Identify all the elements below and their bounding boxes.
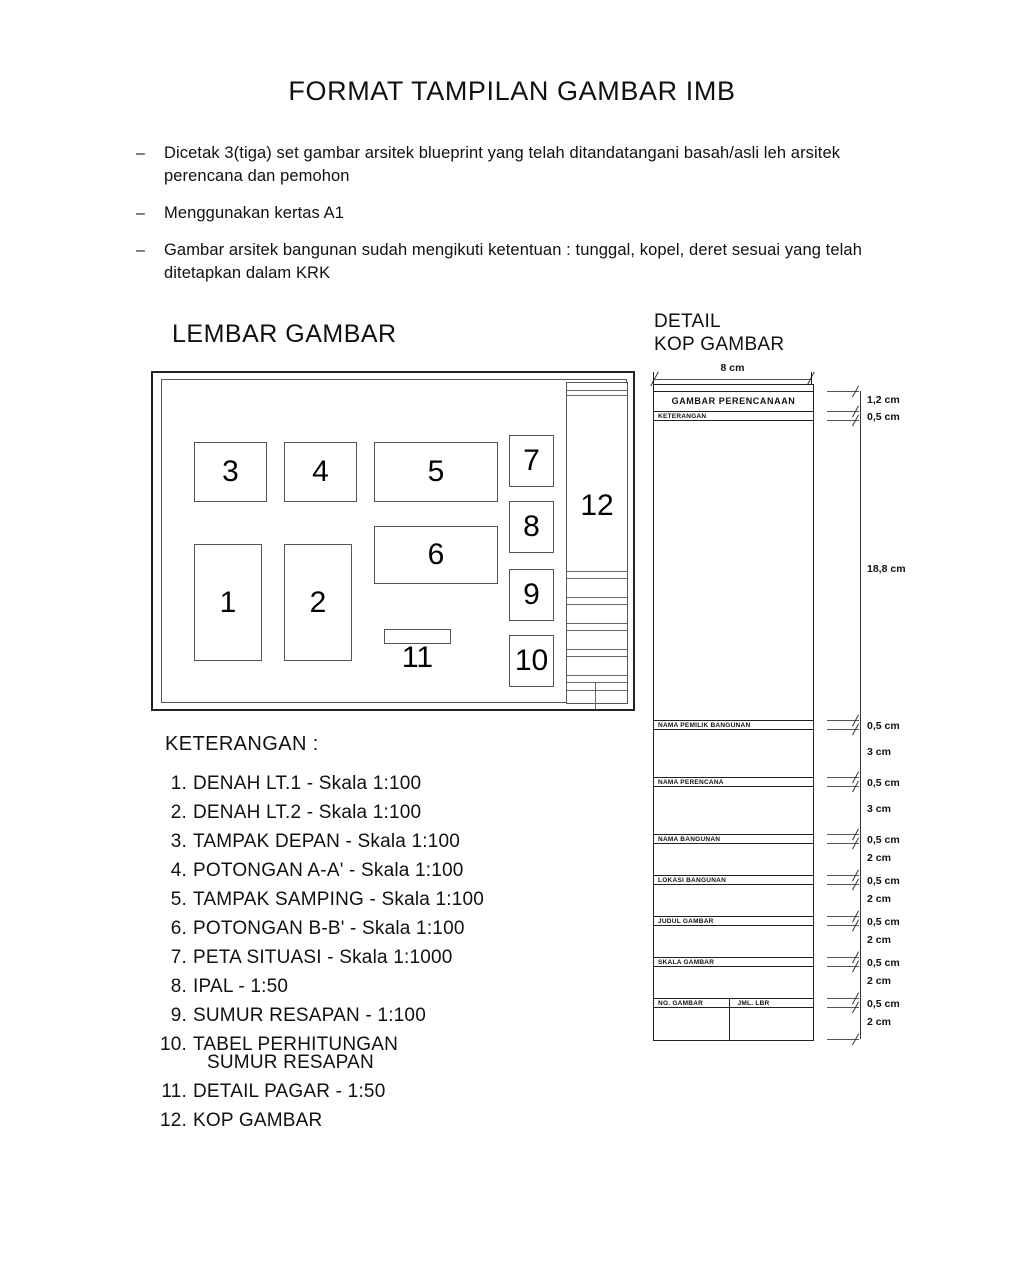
detail-kop-gambar-heading (654, 310, 784, 356)
kop-dimension-label: 2 cm (867, 1016, 891, 1028)
sheet-panel-label: 1 (219, 585, 237, 619)
kop-row-label-jml-lbr: JML. LBR (737, 1000, 770, 1007)
sheet-panel-label: 7 (523, 444, 540, 477)
sheet-panel-12-row (567, 675, 627, 682)
kop-row-no-gambar-jml-lbr (654, 999, 813, 1008)
kop-dimension-row (827, 916, 987, 928)
sheet-panel-2 (284, 544, 352, 661)
list-item (155, 1035, 595, 1073)
sheet-panel-label: 12 (580, 489, 614, 522)
kop-dimension-label: 2 cm (867, 975, 891, 987)
kop-row-label-no-gambar: NO. GAMBAR (658, 1000, 704, 1007)
kop-dimension-label: 0,5 cm (867, 777, 900, 789)
kop-row-judul-gambar (654, 917, 813, 926)
kop-row-gambar-perencanaan (654, 392, 813, 412)
kop-row-skala-gambar (654, 958, 813, 967)
kop-dimension-label: 2 cm (867, 934, 891, 946)
list-item-label: SUMUR RESAPAN - 1:100 (193, 1005, 426, 1026)
kop-width-dimension-label: 8 cm (720, 362, 745, 374)
list-item-label-line2: SUMUR RESAPAN (207, 1052, 374, 1073)
keterangan-heading: KETERANGAN : (165, 733, 319, 755)
kop-dimension-label: 3 cm (867, 746, 891, 758)
list-item-label: IPAL - 1:50 (193, 976, 289, 997)
kop-row-separator (729, 1008, 730, 1040)
kop-dimension-label: 0,5 cm (867, 957, 900, 969)
sheet-panel-1 (194, 544, 262, 661)
sheet-panel-12-row (567, 656, 627, 675)
list-item (155, 890, 595, 910)
sheet-panel-12-row (567, 623, 627, 630)
kop-row-nama-bangunan (654, 835, 813, 844)
sheet-panel-label: 6 (427, 538, 445, 571)
list-item (155, 774, 595, 794)
sheet-panel-4 (284, 442, 357, 502)
list-item-label (193, 1035, 595, 1073)
bullet-dash-icon: – (136, 242, 145, 259)
kop-row-label: GAMBAR PERENCANAAN (671, 396, 796, 406)
kop-row-lokasi-bangunan-body (654, 885, 813, 917)
list-item-number: 3. (170, 831, 187, 852)
kop-dimension-label: 2 cm (867, 852, 891, 864)
kop-dimension-row (827, 777, 987, 789)
bullet-text: Menggunakan kertas A1 (164, 204, 345, 222)
kop-row-lokasi-bangunan (654, 876, 813, 885)
kop-row-nama-perencana (654, 778, 813, 787)
kop-dimension-row (827, 420, 987, 720)
lembar-gambar-heading: LEMBAR GAMBAR (172, 320, 397, 348)
sheet-panel-12-split-line (567, 690, 627, 691)
list-item (155, 861, 595, 881)
list-item-label: KOP GAMBAR (193, 1110, 323, 1131)
sheet-panel-12-row (567, 604, 627, 623)
drawing-sheet-inner-border (161, 379, 627, 703)
sheet-panel-12 (566, 382, 628, 704)
bullet-item (136, 239, 896, 285)
sheet-panel-9 (509, 569, 554, 621)
kop-dimension-label: 0,5 cm (867, 834, 900, 846)
list-item-number: 2. (170, 802, 187, 823)
list-item (155, 832, 595, 852)
kop-dimension-label: 2 cm (867, 893, 891, 905)
bullet-item (136, 202, 896, 225)
kop-row-nama-perencana-body (654, 787, 813, 835)
drawing-sheet-diagram (151, 371, 635, 711)
list-item-number: 11. (161, 1081, 187, 1102)
list-item-label: POTONGAN A-A' - Skala 1:100 (193, 860, 464, 881)
kop-row-judul-gambar-body (654, 926, 813, 958)
kop-row-label: NAMA BANGUNAN (658, 836, 721, 843)
kop-row-nama-bangunan-body (654, 844, 813, 876)
list-item-number: 8. (170, 976, 187, 997)
list-item-number: 5. (170, 889, 187, 910)
kop-row-nama-pemilik-body (654, 730, 813, 778)
sheet-panel-12-header-band (567, 390, 627, 396)
list-item-number: 6. (170, 918, 187, 939)
list-item-label: DENAH LT.1 - Skala 1:100 (193, 773, 422, 794)
list-item-number: 10. (159, 1034, 187, 1055)
kop-row-label: LOKASI BANGUNAN (658, 877, 727, 884)
kop-dimension-row (827, 843, 987, 875)
sheet-panel-12-row (567, 597, 627, 604)
sheet-panel-5 (374, 442, 498, 502)
kop-heading-line1: DETAIL (654, 311, 721, 332)
kop-dimension-label: 0,5 cm (867, 875, 900, 887)
kop-dimension-label: 0,5 cm (867, 916, 900, 928)
kop-dimension-row (827, 786, 987, 834)
list-item (155, 1082, 595, 1102)
kop-row-label: SKALA GAMBAR (658, 959, 715, 966)
kop-gambar-detail-diagram (652, 362, 992, 1202)
bullet-item (136, 142, 896, 188)
kop-row-label: NAMA PERENCANA (658, 779, 724, 786)
list-item-number: 1. (170, 773, 187, 794)
kop-dimension-row (827, 966, 987, 998)
bullet-dash-icon: – (136, 145, 145, 162)
list-item-number: 7. (170, 947, 187, 968)
kop-dimension-row (827, 884, 987, 916)
list-item-label: TAMPAK SAMPING - Skala 1:100 (193, 889, 485, 910)
kop-row-label: KETERANGAN (658, 413, 707, 420)
kop-dimension-row (827, 925, 987, 957)
list-item-label: POTONGAN B-B' - Skala 1:100 (193, 918, 465, 939)
sheet-panel-6 (374, 526, 498, 584)
kop-gambar-table (653, 384, 814, 1041)
list-item-number: 9. (170, 1005, 187, 1026)
list-item-label: PETA SITUASI - Skala 1:1000 (193, 947, 453, 968)
kop-dimension-row (827, 834, 987, 846)
list-item-label-line1: TABEL PERHITUNGAN (193, 1034, 399, 1055)
kop-row-label: NAMA PEMILIK BANGUNAN (658, 722, 751, 729)
list-item-number: 12. (159, 1110, 187, 1131)
sheet-panel-12-row (567, 630, 627, 649)
bullet-text: Gambar arsitek bangunan sudah mengikuti ketentuan : tunggal, kopel, deret sesuai yang telah ditetapkan dalam KRK (164, 241, 862, 282)
sheet-panel-7 (509, 435, 554, 487)
list-item (155, 803, 595, 823)
kop-row-spacer (654, 385, 813, 392)
bullet-dash-icon: – (136, 205, 145, 222)
kop-row-no-gambar-body (654, 1008, 813, 1040)
kop-row-skala-gambar-body (654, 967, 813, 999)
sheet-panel-label: 8 (523, 510, 540, 543)
dimension-line (654, 379, 811, 380)
kop-row-label: JUDUL GAMBAR (658, 918, 714, 925)
kop-dimension-row (827, 391, 987, 411)
kop-dimension-row (827, 720, 987, 732)
sheet-panel-label: 4 (312, 455, 329, 488)
kop-dimension-label: 0,5 cm (867, 998, 900, 1010)
list-item (155, 1006, 595, 1026)
kop-row-keterangan (654, 412, 813, 421)
kop-dimension-label: 0,5 cm (867, 411, 900, 423)
kop-dimension-label: 3 cm (867, 803, 891, 815)
kop-dimension-label: 1,2 cm (867, 394, 900, 406)
sheet-panel-label: 11 (401, 641, 434, 674)
sheet-panel-12-split-separator (595, 683, 596, 709)
keterangan-list (155, 774, 595, 1140)
sheet-panel-12-split-row (567, 682, 627, 709)
sheet-panel-label: 2 (309, 585, 327, 619)
kop-width-dimension (652, 362, 813, 384)
sheet-panel-3 (194, 442, 267, 502)
sheet-panel-8 (509, 501, 554, 553)
kop-row-keterangan-body (654, 421, 813, 721)
list-item (155, 948, 595, 968)
sheet-panel-12-row (567, 578, 627, 597)
sheet-panel-label: 10 (514, 644, 549, 677)
kop-heading-line2: KOP GAMBAR (654, 334, 785, 355)
kop-dimension-row (827, 1007, 987, 1039)
sheet-panel-12-row (567, 571, 627, 578)
sheet-panel-10 (509, 635, 554, 687)
sheet-panel-12-row (567, 649, 627, 656)
sheet-panel-label: 3 (222, 455, 239, 488)
kop-row-separator (729, 999, 730, 1007)
kop-dimension-row (827, 411, 987, 423)
intro-bullet-list (136, 142, 896, 299)
list-item-label: DETAIL PAGAR - 1:50 (193, 1081, 386, 1102)
sheet-panel-12-rows (567, 571, 627, 703)
kop-dimension-label: 0,5 cm (867, 720, 900, 732)
page-title: FORMAT TAMPILAN GAMBAR IMB (288, 76, 736, 106)
kop-dimension-row (827, 875, 987, 887)
list-item (155, 1111, 595, 1131)
sheet-panel-label: 5 (427, 455, 445, 488)
list-item (155, 977, 595, 997)
kop-dimension-label: 18,8 cm (867, 563, 906, 575)
list-item-label: TAMPAK DEPAN - Skala 1:100 (193, 831, 461, 852)
bullet-text: Dicetak 3(tiga) set gambar arsitek blueprint yang telah ditandatangani basah/asli leh arsitek perencana dan pemohon (164, 144, 841, 185)
list-item (155, 919, 595, 939)
list-item-label: DENAH LT.2 - Skala 1:100 (193, 802, 422, 823)
sheet-panel-label: 9 (523, 578, 540, 611)
list-item-number: 4. (170, 860, 187, 881)
kop-dimension-row-end (827, 1039, 987, 1040)
kop-dimension-row (827, 998, 987, 1010)
kop-dimension-row (827, 957, 987, 969)
kop-row-nama-pemilik-bangunan (654, 721, 813, 730)
kop-dimension-row (827, 729, 987, 777)
